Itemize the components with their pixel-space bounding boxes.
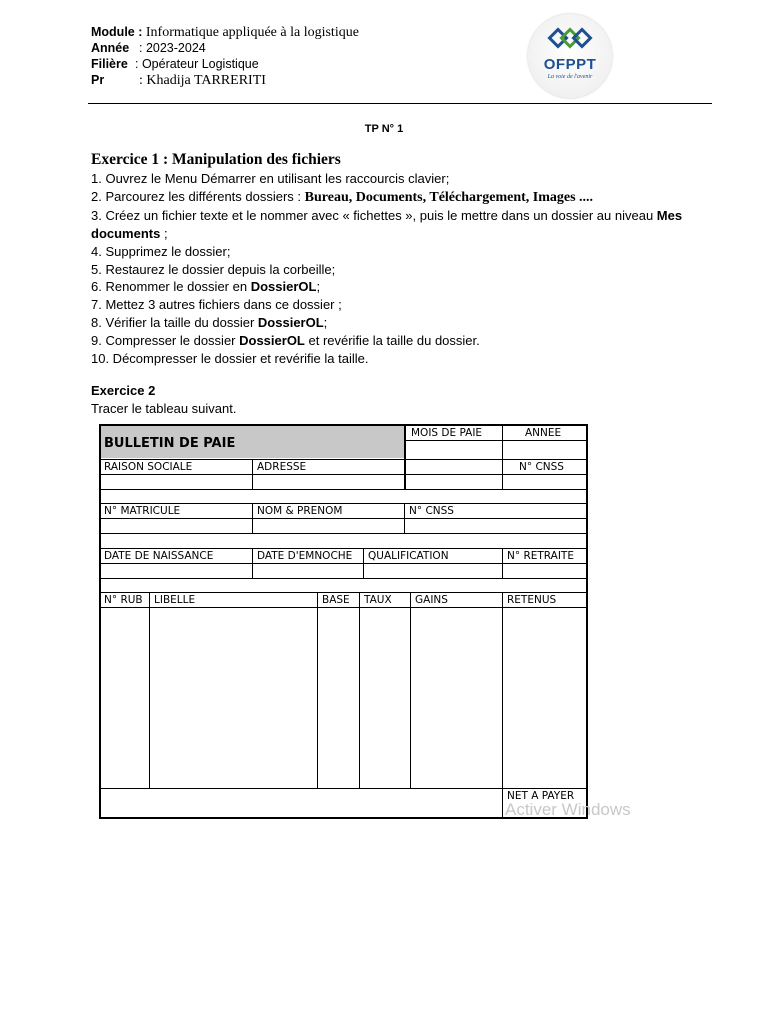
list-item: 10. Décompresser le dossier et revérifie la taille. [91, 351, 369, 367]
n-rub-label: N° RUB [104, 594, 143, 606]
header-filiere [91, 56, 259, 72]
libelle-label: LIBELLE [154, 594, 196, 606]
pr-value: : Khadija TARRERITI [139, 73, 266, 88]
filiere-label: Filière [91, 57, 128, 71]
header-annee [91, 40, 206, 56]
exercice1-title: Exercice 1 : Manipulation des fichiers [91, 151, 341, 168]
list-item: 5. Restaurez le dossier depuis la corbeille; [91, 261, 336, 277]
filiere-value: : Opérateur Logistique [135, 57, 259, 71]
list-item: 7. Mettez 3 autres fichiers dans ce dossier ; [91, 297, 342, 313]
mois-de-paie-label: MOIS DE PAIE [411, 427, 483, 439]
nom-prenom-label: NOM & PRENOM [257, 505, 343, 517]
exercice2-title: Exercice 2 [91, 383, 156, 398]
annee-label: Année [91, 41, 130, 55]
list-item: 2. Parcourez les différents dossiers : Bureau, Documents, Téléchargement, Images .... [91, 188, 594, 205]
date-naissance-label: DATE DE NAISSANCE [104, 550, 214, 562]
bulletin-title: BULLETIN DE PAIE [104, 436, 236, 451]
net-a-payer-label: NET A PAYER [507, 790, 575, 802]
date-emnoche-label: DATE D'EMNOCHE [257, 550, 353, 562]
gains-label: GAINS [415, 594, 448, 606]
list-item: 1. Ouvrez le Menu Démarrer en utilisant les raccourcis clavier; [91, 171, 450, 186]
list-item: 9. Compresser le dossier DossierOL et revérifie la taille du dossier. [91, 333, 480, 349]
annee-label-cell: ANNEE [525, 427, 562, 439]
list-item: 6. Renommer le dossier en DossierOL; [91, 279, 321, 295]
pr-label: Pr [91, 73, 105, 87]
logo-text: OFPPT [543, 56, 597, 73]
annee-value: : 2023-2024 [139, 41, 206, 55]
tp-title: TP N° 1 [364, 123, 404, 135]
logo-tagline: La voie de l'avenir [547, 74, 593, 80]
n-cnss-label: N° CNSS [519, 461, 564, 473]
retenus-label: RETENUS [507, 594, 557, 606]
exercice2-subtitle: Tracer le tableau suivant. [91, 401, 237, 416]
base-label: BASE [322, 594, 350, 606]
list-item: 3. Créez un fichier texte et le nommer avec « fichettes », puis le mettre dans un dossier au niveau Mes documents ; [91, 207, 683, 241]
n-cnss-employe-label: N° CNSS [409, 505, 454, 517]
header-divider [88, 103, 712, 104]
ofppt-logo [528, 14, 612, 98]
module-value: Informatique appliquée à la logistique [145, 25, 359, 40]
module-label: Module : [91, 25, 143, 39]
n-retraite-label: N° RETRAITE [507, 550, 574, 562]
header-pr [91, 72, 266, 89]
raison-sociale-label: RAISON SOCIALE [104, 461, 193, 473]
list-item: 4. Supprimez le dossier; [91, 243, 231, 259]
list-item: 8. Vérifier la taille du dossier DossierOL; [91, 315, 328, 331]
activation-watermark: Activer Windows [505, 800, 631, 819]
header-module [91, 24, 359, 41]
n-matricule-label: N° MATRICULE [104, 505, 181, 517]
exercice1-list [91, 170, 691, 368]
adresse-label: ADRESSE [257, 461, 307, 473]
taux-label: TAUX [364, 594, 392, 606]
qualification-label: QUALIFICATION [368, 550, 449, 562]
